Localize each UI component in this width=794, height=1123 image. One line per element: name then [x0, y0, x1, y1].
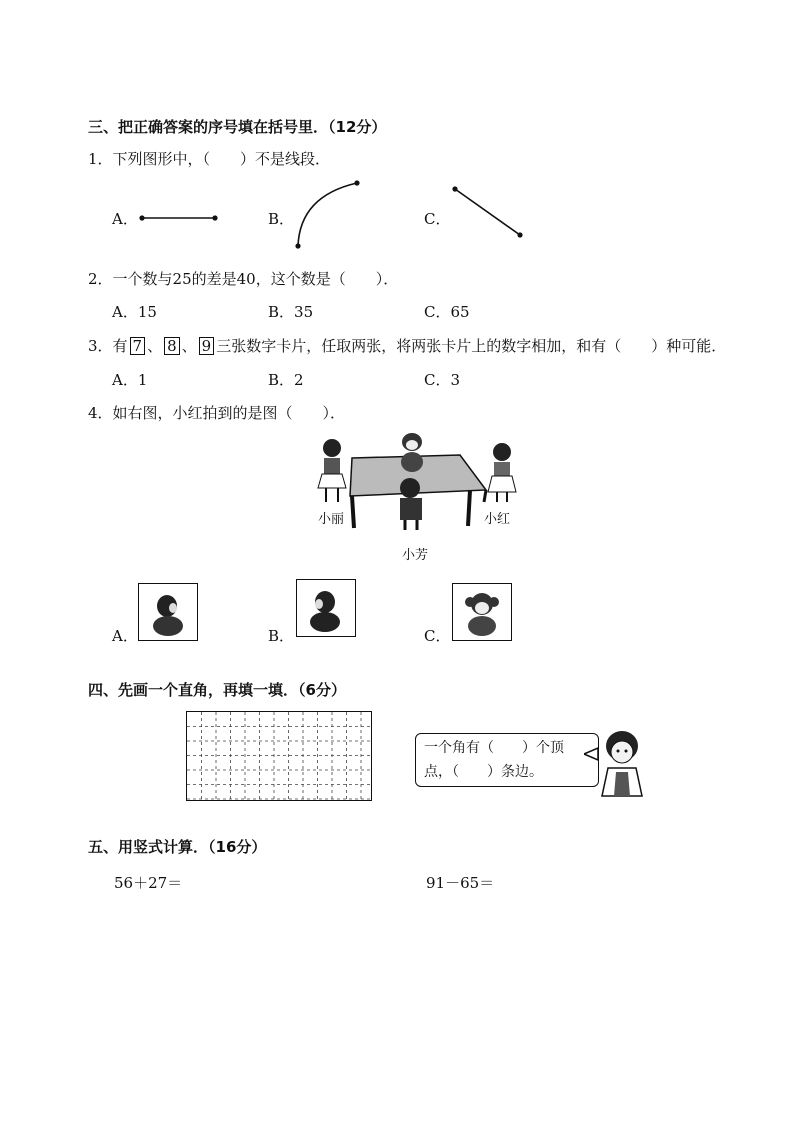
section-5-heading: 五、用竖式计算．（16分） — [88, 838, 267, 856]
question-1-text: 1．下列图形中，（ ）不是线段． — [88, 150, 331, 168]
q2-option-c: C．65 — [424, 303, 470, 321]
line-segment-figure-c — [452, 186, 522, 237]
q3-separator: 、 — [147, 337, 163, 355]
monkey-front-view-icon — [453, 584, 511, 640]
dot-grid-drawing-area[interactable] — [186, 711, 372, 801]
monkey-side-view-icon — [297, 580, 355, 636]
name-label-xiaofang: 小芳 — [402, 548, 429, 563]
question-3-text — [88, 335, 726, 356]
q4-option-a-label: A． — [112, 627, 138, 645]
q1-option-c-label: C． — [424, 210, 451, 228]
dotted-grid-lines — [187, 712, 371, 800]
monkey-toy-icon — [401, 433, 423, 472]
girl-xiaofang-icon — [400, 478, 422, 530]
photo-option-b — [296, 579, 356, 637]
q3-prefix: 3．有 — [88, 337, 128, 355]
question-2-text: 2．一个数与25的差是40，这个数是（ ）． — [88, 270, 399, 288]
section-3-heading: 三、把正确答案的序号填在括号里．（12分） — [88, 118, 387, 136]
name-label-xiaoli: 小丽 — [318, 512, 345, 527]
number-card-9: 9 — [199, 337, 215, 355]
q3-suffix: 三张数字卡片，任取两张，将两张卡片上的数字相加，和有（ ）种可能． — [216, 337, 727, 355]
q3-separator: 、 — [181, 337, 197, 355]
q1-option-a-label: A． — [112, 210, 138, 228]
calc-problem-1: 56＋27＝ — [114, 874, 183, 892]
curve-figure-b — [295, 180, 359, 248]
photo-option-a — [138, 583, 198, 641]
section-4-heading: 四、先画一个直角，再填一填．（6分） — [88, 681, 346, 699]
q1-option-b-label: B． — [268, 210, 295, 228]
girl-thinking-icon — [584, 726, 650, 798]
bubble-line-2: 点，（ ）条边。 — [424, 764, 543, 780]
photo-option-c — [452, 583, 512, 641]
q1-figures — [0, 0, 794, 260]
name-label-xiaohong: 小红 — [484, 512, 511, 527]
speech-bubble — [415, 733, 599, 787]
table-scene-illustration — [310, 430, 550, 530]
number-card-7: 7 — [130, 337, 146, 355]
girl-xiaoli-icon — [318, 439, 346, 502]
question-4-text: 4．如右图，小红拍到的是图（ ）． — [88, 404, 346, 422]
bubble-line-1: 一个角有（ ）个顶 — [424, 740, 564, 756]
monkey-side-view-icon — [139, 584, 197, 640]
q2-option-a: A．15 — [112, 303, 157, 321]
q3-option-b: B．2 — [268, 371, 304, 389]
line-segment-figure-a — [139, 215, 217, 220]
number-card-8: 8 — [164, 337, 180, 355]
q4-option-b-label: B． — [268, 627, 295, 645]
q2-option-b: B．35 — [268, 303, 314, 321]
q4-option-c-label: C． — [424, 627, 451, 645]
q3-option-c: C．3 — [424, 371, 461, 389]
q3-option-a: A．1 — [112, 371, 148, 389]
girl-xiaohong-icon — [488, 443, 516, 502]
calc-problem-2: 91－65＝ — [426, 874, 495, 892]
